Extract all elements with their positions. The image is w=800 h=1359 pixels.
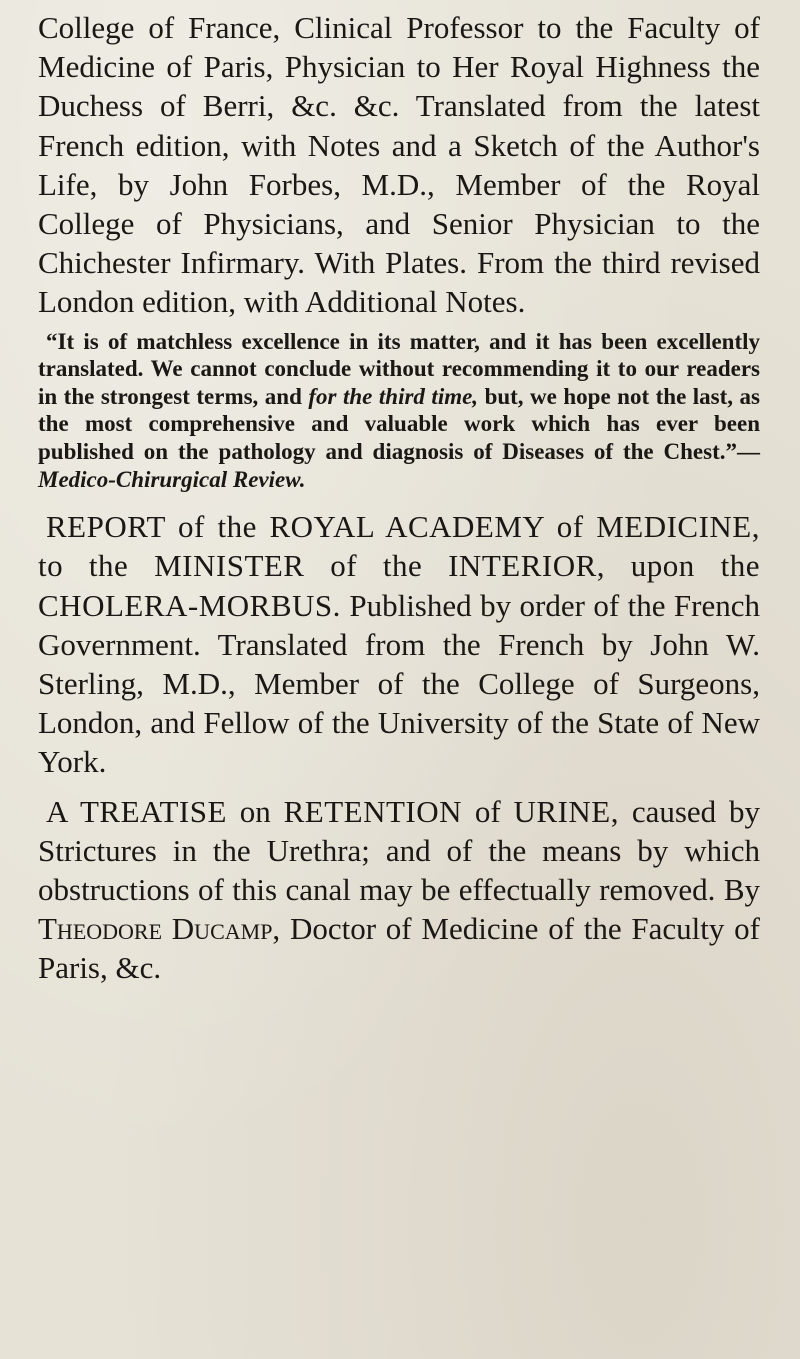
- review-quote-part1: “It is of matchless excellence in its matter, and it has been excellently translated. We cannot conclude without recommending it to our readers in the strongest terms, and: [38, 328, 760, 409]
- review-quote: [38, 328, 760, 494]
- entry-report-body: Published by order of the French Government. Translated from the French by John W. Sterling, M.D., Member of the College of Surgeons, London, and Fellow of the University of the State of New York.: [38, 587, 760, 780]
- review-quote-part2: but, we hope not the last, as the most comprehensive and valuable work which has ever been published on the pathology and diagnosis of Diseases of the Chest.”—: [38, 383, 760, 464]
- entry-report-title: REPORT of the ROYAL ACADEMY of MEDICINE, to the MINISTER of the INTERIOR, upon the CHOLERA-MORBUS.: [38, 509, 760, 623]
- entry-continuation: [38, 8, 760, 322]
- entry-treatise: [38, 792, 760, 988]
- entry-treatise-title-c: RETENTION: [283, 793, 462, 829]
- entry-treatise-title-d: of: [462, 793, 514, 829]
- entry-report: [38, 507, 760, 781]
- entry-treatise-title-b: on: [226, 793, 284, 829]
- review-quote-emphasis: for the third time,: [308, 383, 479, 409]
- entry-treatise-title-a: A TREATISE: [46, 793, 227, 829]
- entry-treatise-tail: Doctor of Medicine of the Faculty of Paris, &c.: [38, 911, 760, 986]
- review-quote-source: Medico-Chirurgical Review.: [38, 466, 306, 492]
- entry-treatise-author: Theodore Ducamp,: [38, 911, 281, 947]
- entry-treatise-title-e: URINE,: [513, 793, 619, 829]
- entry-treatise-body: caused by Strictures in the Urethra; and of the means by which obstructions of this canal may be effectually removed. By: [38, 793, 761, 908]
- entry-continuation-text: College of France, Clinical Professor to the Faculty of Medicine of Paris, Physician to Her Royal Highness the Duchess of Berri, &c. &c. Translated from the latest French edition, with Notes and a Sketch of the Author's Life, by John Forbes, M.D., Member of the Royal College of Physicians, and Senior Physician to the Chichester Infirmary. With Plates. From the third revised London edition, with Additional Notes.: [38, 10, 760, 320]
